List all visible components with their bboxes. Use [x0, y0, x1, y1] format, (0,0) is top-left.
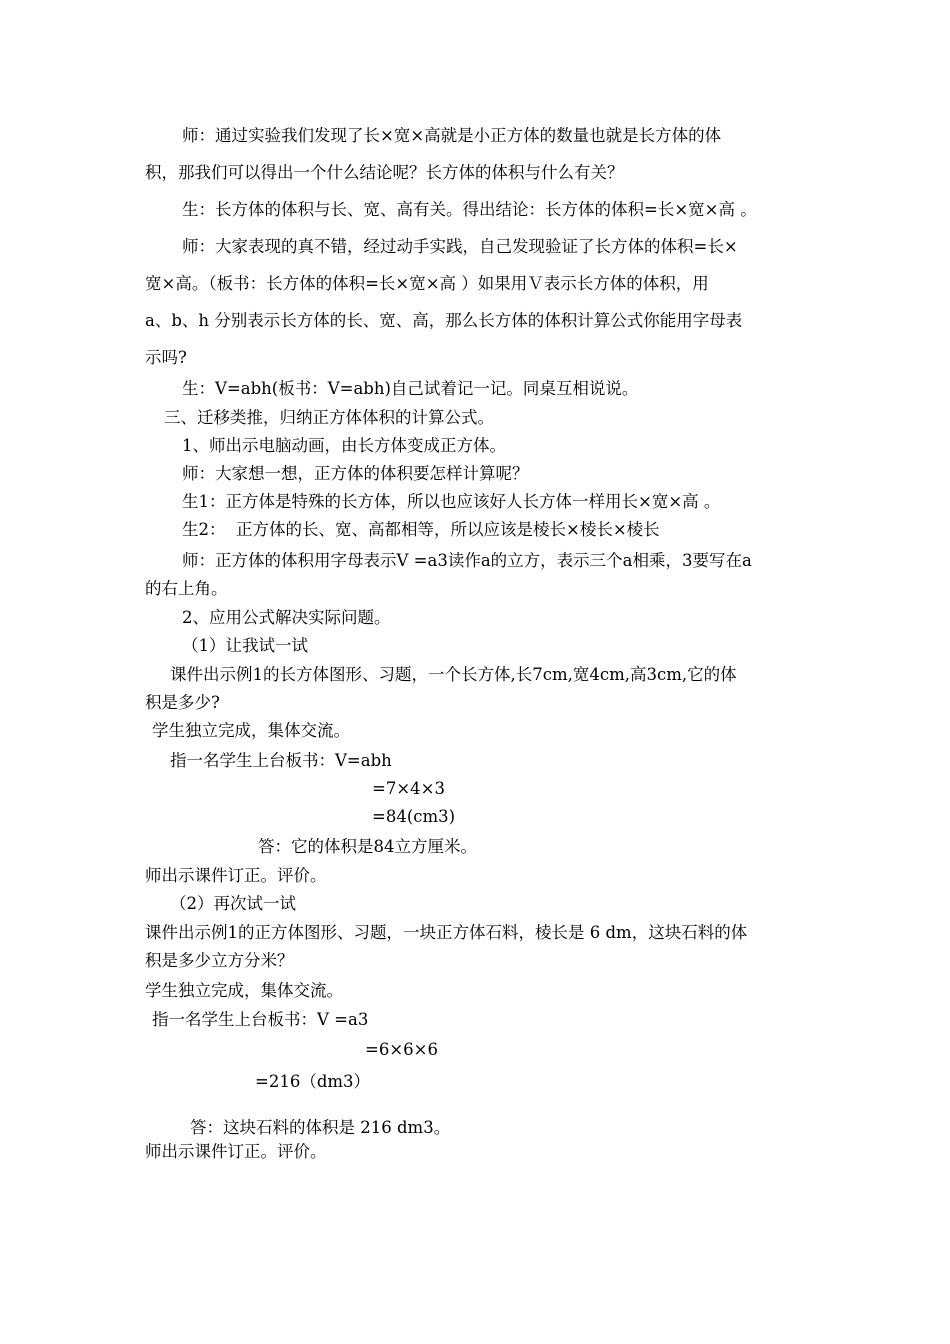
text-line: 宽×高。（板书：长方体的体积=长×宽×高 ）如果用Ｖ表示长方体的体积，用	[145, 274, 709, 293]
text-line: 生1：正方体是特殊的长方体，所以也应该好人长方体一样用长×宽×高 。	[182, 492, 721, 511]
subheading: （1）让我试一试	[182, 636, 308, 655]
text-line: 课件出示例1的长方体图形、习题，一个长方体,长7cm,宽4cm,高3cm,它的体	[170, 665, 737, 684]
text-line: 师：大家表现的真不错，经过动手实践，自己发现验证了长方体的体积=长×	[182, 237, 738, 256]
text-line: 指一名学生上台板书：V =a3	[152, 1010, 369, 1029]
text-line: 积是多少?	[145, 693, 220, 712]
text-line: 指一名学生上台板书：V=abh	[170, 751, 392, 770]
text-line: 学生独立完成，集体交流。	[152, 721, 350, 740]
text-line: 积，那我们可以得出一个什么结论呢？长方体的体积与什么有关？	[145, 163, 624, 182]
text-line: a、b、h 分别表示长方体的长、宽、高，那么长方体的体积计算公式你能用字母表	[145, 311, 743, 330]
section-heading: 三、迁移类推，归纳正方体体积的计算公式。	[164, 408, 494, 427]
text-line: 积是多少立方分米？	[145, 951, 294, 970]
formula-line: =84(cm3)	[372, 807, 456, 826]
answer-line: 答：它的体积是84立方厘米。	[258, 837, 477, 856]
text-line: 师出示课件订正。评价。	[145, 1142, 327, 1161]
subheading: （2）再次试一试	[170, 894, 296, 913]
text-line: 示吗?	[145, 348, 187, 367]
text-line: 2、应用公式解决实际问题。	[182, 608, 391, 627]
formula-line: =7×4×3	[372, 779, 445, 798]
formula-line: =216（dm3）	[255, 1072, 371, 1091]
text-line: 生：长方体的体积与长、宽、高有关。得出结论：长方体的体积=长×宽×高 。	[182, 200, 757, 219]
text-line: 1、师出示电脑动画，由长方体变成正方体。	[182, 436, 506, 455]
text-line: 的右上角。	[145, 579, 228, 598]
text-line: 生2： 正方体的长、宽、高都相等，所以应该是棱长×棱长×棱长	[182, 520, 660, 539]
formula-line: =6×6×6	[365, 1040, 438, 1059]
text-line: 师：大家想一想，正方体的体积要怎样计算呢？	[182, 464, 529, 483]
text-line: 课件出示例1的正方体图形、习题，一块正方体石料，棱长是 6 dm，这块石料的体	[145, 923, 748, 942]
text-line: 师：正方体的体积用字母表示V =a3读作a的立方，表示三个a相乘，3要写在a	[182, 551, 752, 570]
text-line: 师出示课件订正。评价。	[145, 866, 327, 885]
text-line: 生：V=abh(板书：V=abh)自己试着记一记。同桌互相说说。	[182, 379, 639, 398]
answer-line: 答：这块石料的体积是 216 dm3。	[190, 1118, 451, 1137]
text-line: 师：通过实验我们发现了长×宽×高就是小正方体的数量也就是长方体的体	[182, 126, 722, 145]
text-line: 学生独立完成，集体交流。	[145, 981, 343, 1000]
